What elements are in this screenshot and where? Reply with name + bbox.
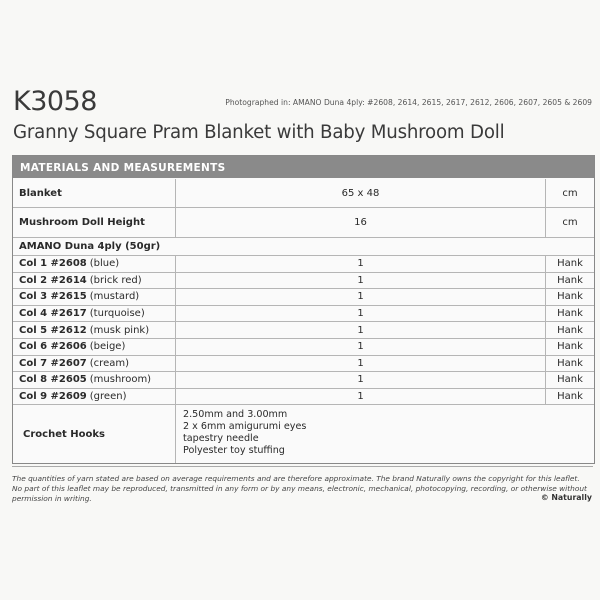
colour-code: Col 4 #2617 xyxy=(19,308,87,320)
photographed-note: Photographed in: AMANO Duna 4ply: #2608, 2614, 2615, 2617, 2612, 2606, 2607, 2605 & 2609 xyxy=(225,98,592,107)
colour-name: (mushroom) xyxy=(89,374,152,386)
pattern-code: K3058 xyxy=(13,86,97,117)
colour-code: Col 6 #2606 xyxy=(19,341,87,353)
colour-code: Col 5 #2612 xyxy=(19,324,87,336)
colour-quantity: 1 xyxy=(175,289,545,305)
colour-name: (turquoise) xyxy=(89,308,145,320)
colour-name: (blue) xyxy=(89,258,120,270)
yarn-heading: AMANO Duna 4ply (50gr) xyxy=(19,241,161,252)
colour-name: (beige) xyxy=(89,341,126,353)
colour-quantity: 1 xyxy=(175,322,545,338)
pattern-title: Granny Square Pram Blanket with Baby Mushroom Doll xyxy=(13,122,505,143)
colour-quantity: 1 xyxy=(175,273,545,289)
crochet-hooks-label: Crochet Hooks xyxy=(23,428,105,440)
blanket-value: 65 x 48 xyxy=(175,179,545,207)
colour-label xyxy=(13,356,175,372)
colour-row xyxy=(13,306,594,322)
colour-label xyxy=(13,372,175,388)
doll-height-unit: cm xyxy=(545,208,594,237)
colour-row xyxy=(13,356,594,372)
brand-copyright: © Naturally xyxy=(540,493,592,502)
colour-label xyxy=(13,273,175,289)
colour-row xyxy=(13,273,594,289)
colour-quantity: 1 xyxy=(175,306,545,322)
colour-label xyxy=(13,289,175,305)
colour-name: (green) xyxy=(89,391,127,403)
colour-label xyxy=(13,389,175,405)
blanket-unit: cm xyxy=(545,179,594,207)
amigurumi-eyes: 2 x 6mm amigurumi eyes xyxy=(183,421,307,432)
colour-quantity: 1 xyxy=(175,372,545,388)
colour-code: Col 1 #2608 xyxy=(19,258,87,270)
colour-code: Col 7 #2607 xyxy=(19,357,87,369)
tapestry-needle: tapestry needle xyxy=(183,433,259,444)
colour-quantity: 1 xyxy=(175,339,545,355)
colour-unit: Hank xyxy=(545,306,594,322)
colour-name: (brick red) xyxy=(89,274,142,286)
colour-unit: Hank xyxy=(545,372,594,388)
colour-code: Col 9 #2609 xyxy=(19,391,87,403)
colour-name: (cream) xyxy=(89,357,129,369)
colour-row xyxy=(13,389,594,405)
colour-quantity: 1 xyxy=(175,356,545,372)
colour-name: (musk pink) xyxy=(89,324,150,336)
colour-quantity: 1 xyxy=(175,389,545,405)
doll-height-row xyxy=(13,208,594,237)
colour-row xyxy=(13,339,594,355)
colour-code: Col 3 #2615 xyxy=(19,291,87,303)
crochet-hooks-row xyxy=(13,405,594,463)
toy-stuffing: Polyester toy stuffing xyxy=(183,445,285,456)
copyright-disclaimer: The quantities of yarn stated are based on average requirements and are therefore approximate. The brand Naturally owns the copyright for this leaflet. No part of this leaflet may be reproduced, transmitted in any form or by any means, electronic, mechanical, photocopying, recording, or otherwise without permission in writing. xyxy=(12,474,587,504)
colour-code: Col 8 #2605 xyxy=(19,374,87,386)
materials-table xyxy=(12,155,595,464)
doll-height-label: Mushroom Doll Height xyxy=(19,217,145,228)
table-header: MATERIALS AND MEASUREMENTS xyxy=(13,156,594,178)
colour-row xyxy=(13,322,594,338)
colour-label xyxy=(13,306,175,322)
colour-row xyxy=(13,256,594,272)
colour-label xyxy=(13,322,175,338)
colour-code: Col 2 #2614 xyxy=(19,274,87,286)
colour-quantity: 1 xyxy=(175,256,545,272)
colour-label xyxy=(13,256,175,272)
colour-row xyxy=(13,289,594,305)
blanket-row xyxy=(13,179,594,207)
colour-unit: Hank xyxy=(545,356,594,372)
colour-unit: Hank xyxy=(545,273,594,289)
notions-list xyxy=(175,405,306,463)
colour-unit: Hank xyxy=(545,389,594,405)
colour-row xyxy=(13,372,594,388)
colour-unit: Hank xyxy=(545,322,594,338)
colour-label xyxy=(13,339,175,355)
colour-name: (mustard) xyxy=(89,291,140,303)
colour-unit: Hank xyxy=(545,256,594,272)
hook-sizes: 2.50mm and 3.00mm xyxy=(183,409,288,420)
colour-unit: Hank xyxy=(545,289,594,305)
colour-unit: Hank xyxy=(545,339,594,355)
doll-height-value: 16 xyxy=(175,208,545,237)
yarn-heading-row xyxy=(13,238,594,255)
blanket-label: Blanket xyxy=(19,187,62,199)
